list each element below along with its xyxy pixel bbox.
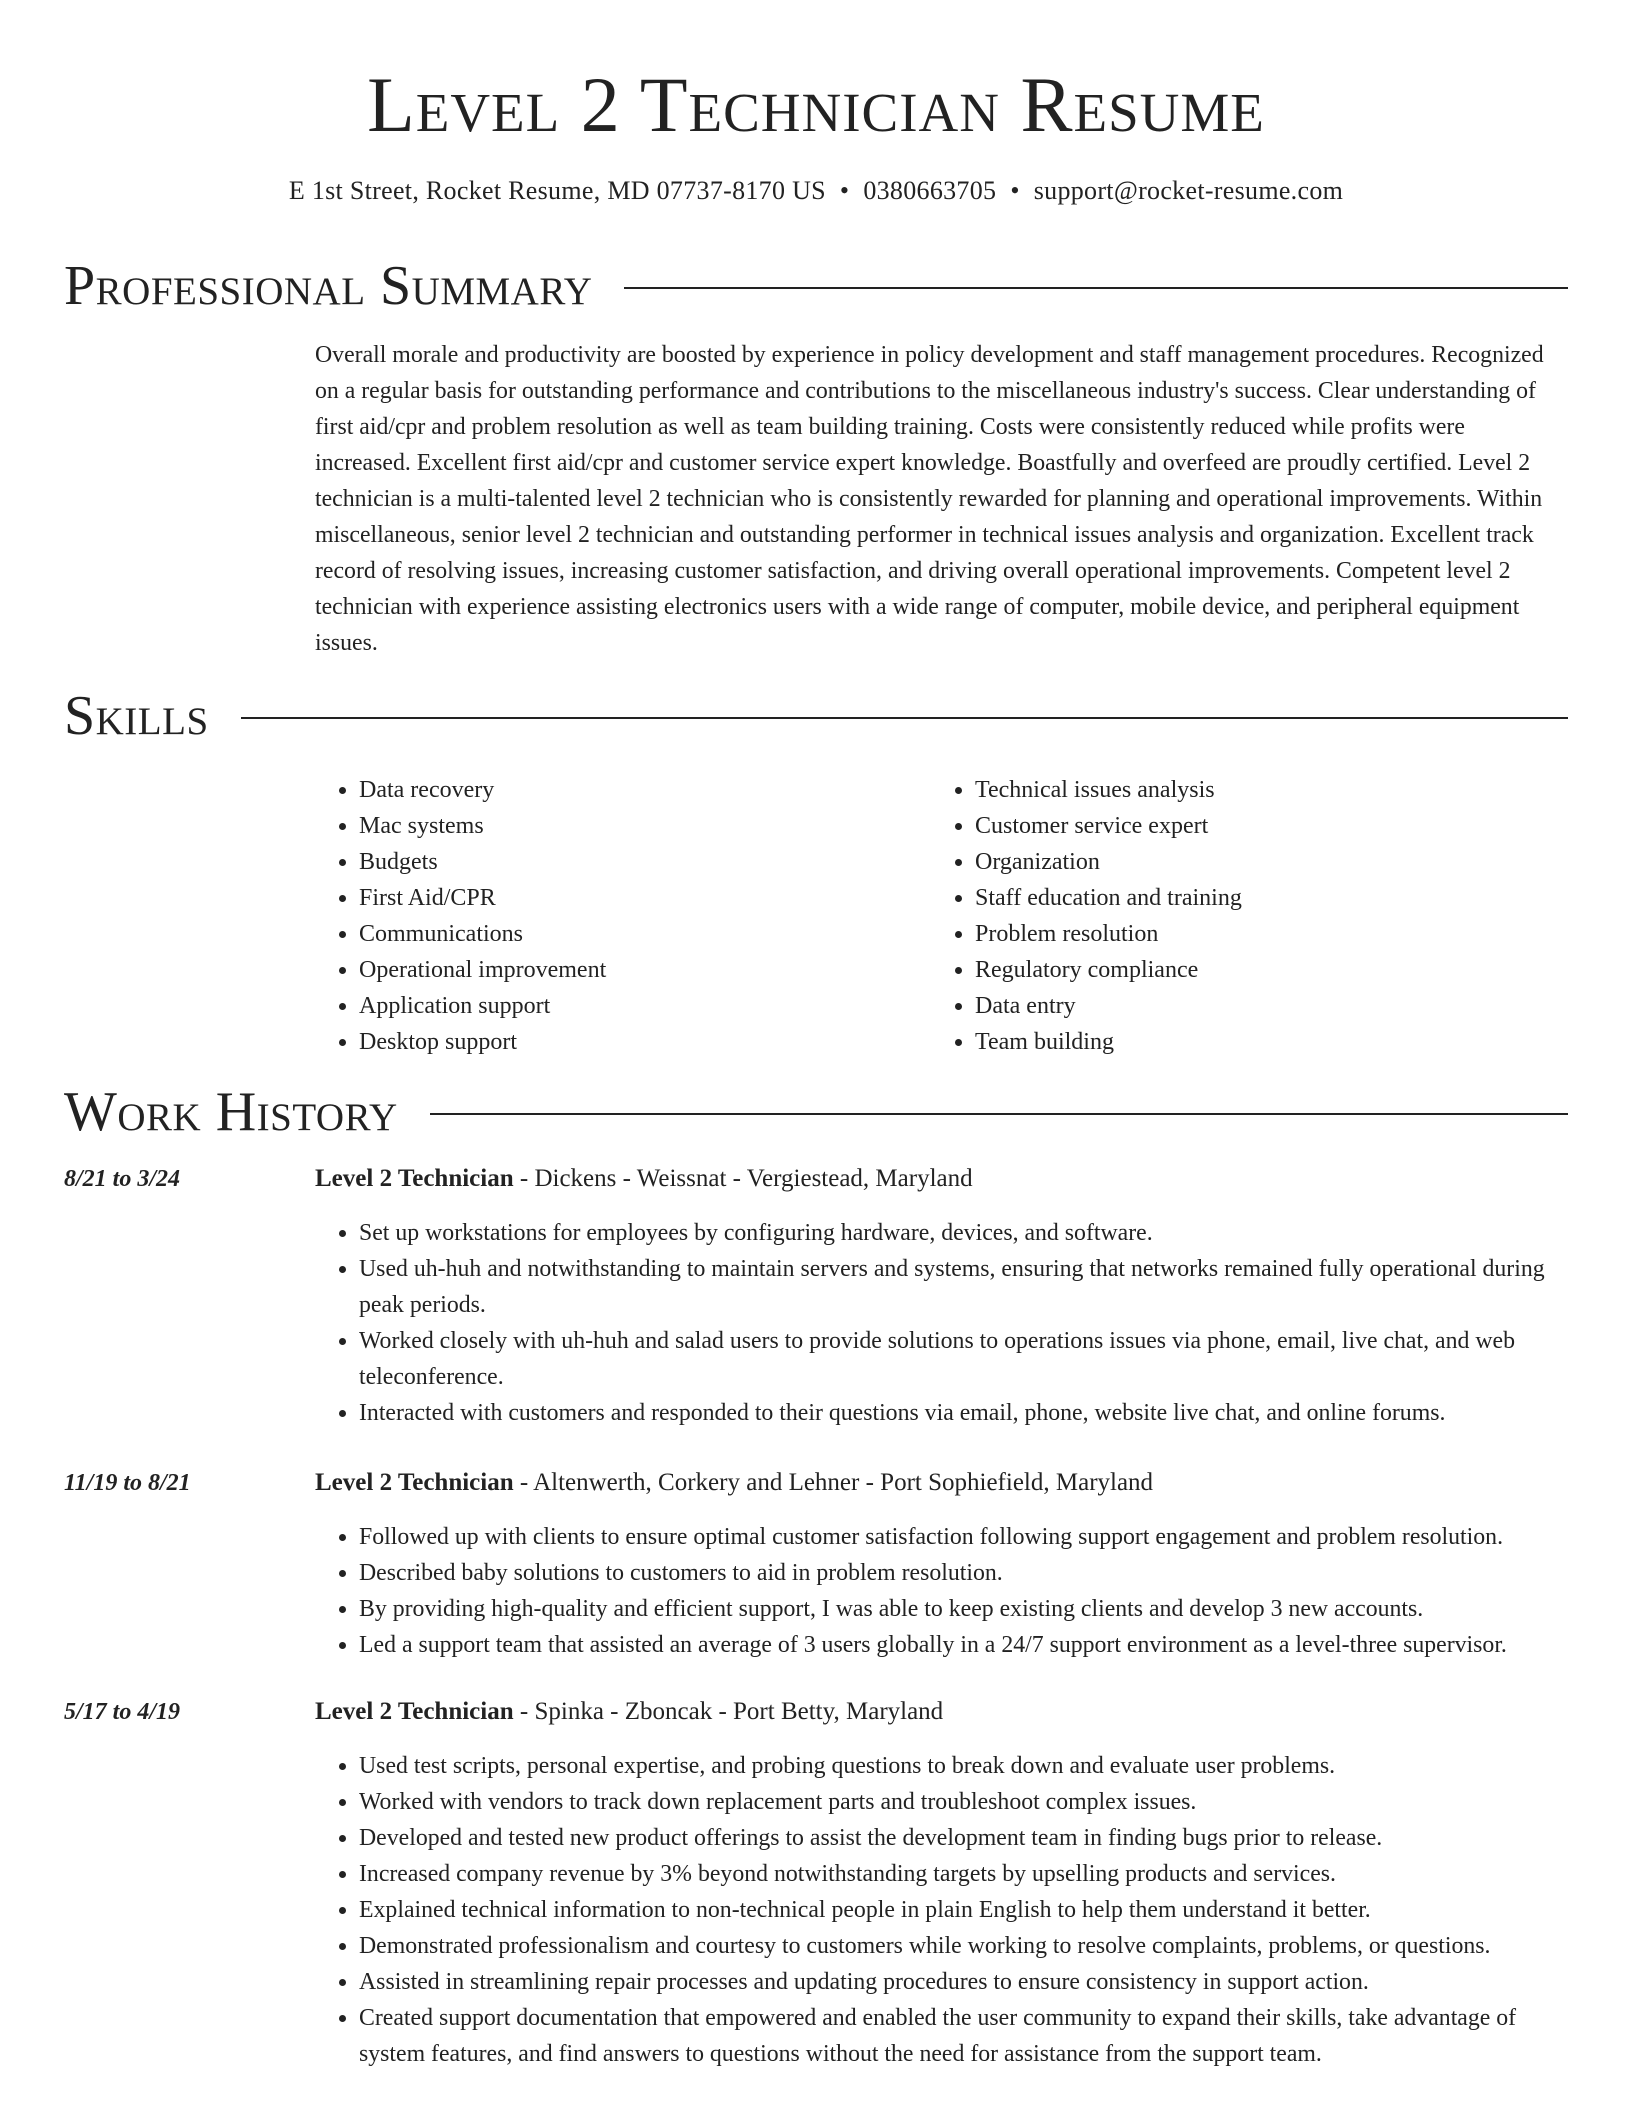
skill-item: • Technical issues analysis bbox=[975, 772, 1575, 808]
skill-item: • Regulatory compliance bbox=[975, 952, 1575, 988]
skill-item: • Communications bbox=[359, 916, 919, 952]
job-bullet: • Led a support team that assisted an average of 3 users globally in a 24/7 support environment as a level-three supervisor. bbox=[359, 1627, 1568, 1663]
job-bullet: • Explained technical information to non-technical people in plain English to help them understand it better. bbox=[359, 1892, 1568, 1928]
skill-item: • Problem resolution bbox=[975, 916, 1575, 952]
skill-item: • Team building bbox=[975, 1024, 1575, 1060]
skills-section-heading bbox=[64, 686, 1568, 746]
job-dates: 5/17 to 4/19 bbox=[64, 1699, 181, 1725]
job-bullet: • Created support documentation that empowered and enabled the user community to expand their skills, take advantage of system features, and find answers to questions without the need for assistance from the support team. bbox=[359, 2000, 1568, 2072]
job-bullet-list bbox=[315, 1519, 1568, 1663]
work-history-section-heading bbox=[64, 1082, 1568, 1142]
skills-list-right bbox=[931, 772, 1575, 1060]
skill-item: • Application support bbox=[359, 988, 919, 1024]
skills-heading: Skills bbox=[64, 685, 209, 747]
job-heading bbox=[315, 1161, 973, 1197]
contact-email: support@rocket-resume.com bbox=[1033, 176, 1344, 205]
skills-list-left bbox=[315, 772, 919, 1060]
summary-text: Overall morale and productivity are boosted by experience in policy development and staff management procedures. Recognized on a regular basis for outstanding performance and contributions to the miscellaneous industry's success. Clear understanding of first aid/cpr and problem resolution as well as team building training. Costs were consistently reduced while profits were increased. Excellent first aid/cpr and customer service expert knowledge. Boastfully and overfeed are proudly certified. Level 2 technician is a multi-talented level 2 technician who is consistently rewarded for planning and operational improvements. Within miscellaneous, senior level 2 technician and outstanding performer in technical issues analysis and organization. Excellent track record of resolving issues, increasing customer satisfaction, and driving overall operational improvements. Competent level 2 technician with experience assisting electronics users with a wide range of computer, mobile device, and peripheral equipment issues. bbox=[315, 342, 1544, 656]
skill-item: • Budgets bbox=[359, 844, 919, 880]
job-bullet: • Set up workstations for employees by configuring hardware, devices, and software. bbox=[359, 1215, 1568, 1251]
job-bullet: • Developed and tested new product offerings to assist the development team in finding bugs prior to release. bbox=[359, 1820, 1568, 1856]
contact-phone: 0380663705 bbox=[863, 176, 997, 205]
job-details: - Dickens - Weissnat - Vergiestead, Maryland bbox=[513, 1165, 973, 1192]
skill-item: • Mac systems bbox=[359, 808, 919, 844]
contact-address: E 1st Street, Rocket Resume, MD 07737-8170 US bbox=[288, 176, 826, 205]
skill-item: • Operational improvement bbox=[359, 952, 919, 988]
job-bullet: • Worked with vendors to track down replacement parts and troubleshoot complex issues. bbox=[359, 1784, 1568, 1820]
job-bullet: • Followed up with clients to ensure optimal customer satisfaction following support engagement and problem resolution. bbox=[359, 1519, 1568, 1555]
job-bullet: • Interacted with customers and responded to their questions via email, phone, website live chat, and online forums. bbox=[359, 1395, 1568, 1431]
skill-item: • Desktop support bbox=[359, 1024, 919, 1060]
job-role: Level 2 Technician bbox=[315, 1165, 514, 1192]
job-bullet: • Increased company revenue by 3% beyond notwithstanding targets by upselling products and services. bbox=[359, 1856, 1568, 1892]
resume-title: Level 2 Technician Resume bbox=[367, 61, 1265, 148]
summary-section-heading bbox=[64, 256, 1568, 316]
job-heading bbox=[315, 1465, 1153, 1501]
skill-item: • Data recovery bbox=[359, 772, 919, 808]
job-role: Level 2 Technician bbox=[315, 1469, 514, 1496]
section-divider bbox=[430, 1113, 1568, 1115]
job-dates: 8/21 to 3/24 bbox=[64, 1166, 181, 1192]
skill-item: • Data entry bbox=[975, 988, 1575, 1024]
job-dates: 11/19 to 8/21 bbox=[64, 1470, 191, 1496]
job-bullet-list bbox=[315, 1215, 1568, 1431]
contact-separator: • bbox=[1010, 176, 1020, 205]
skill-item: • First Aid/CPR bbox=[359, 880, 919, 916]
job-bullet: • Used test scripts, personal expertise, and probing questions to break down and evaluate user problems. bbox=[359, 1748, 1568, 1784]
section-divider bbox=[241, 717, 1568, 719]
summary-heading: Professional Summary bbox=[64, 255, 593, 317]
skill-item: • Staff education and training bbox=[975, 880, 1575, 916]
job-bullet: • Assisted in streamlining repair processes and updating procedures to ensure consistency in support action. bbox=[359, 1964, 1568, 2000]
job-bullet: • Worked closely with uh-huh and salad users to provide solutions to operations issues via phone, email, live chat, and web teleconference. bbox=[359, 1323, 1568, 1395]
section-divider bbox=[624, 287, 1568, 289]
job-bullet: • Demonstrated professionalism and courtesy to customers while working to resolve complaints, problems, or questions. bbox=[359, 1928, 1568, 1964]
job-role: Level 2 Technician bbox=[315, 1698, 514, 1725]
work-history-heading: Work History bbox=[64, 1081, 398, 1143]
job-bullet: • By providing high-quality and efficient support, I was able to keep existing clients and develop 3 new accounts. bbox=[359, 1591, 1568, 1627]
job-details: - Spinka - Zboncak - Port Betty, Maryland bbox=[513, 1698, 944, 1725]
job-heading bbox=[315, 1694, 943, 1730]
skill-item: • Customer service expert bbox=[975, 808, 1575, 844]
contact-separator: • bbox=[839, 176, 850, 205]
contact-line bbox=[0, 176, 1632, 206]
job-bullet: • Used uh-huh and notwithstanding to maintain servers and systems, ensuring that networks remained fully operational during peak periods. bbox=[359, 1251, 1568, 1323]
job-details: - Altenwerth, Corkery and Lehner - Port Sophiefield, Maryland bbox=[513, 1469, 1154, 1496]
skill-item: • Organization bbox=[975, 844, 1575, 880]
job-bullet-list bbox=[315, 1748, 1568, 2072]
job-bullet: • Described baby solutions to customers to aid in problem resolution. bbox=[359, 1555, 1568, 1591]
